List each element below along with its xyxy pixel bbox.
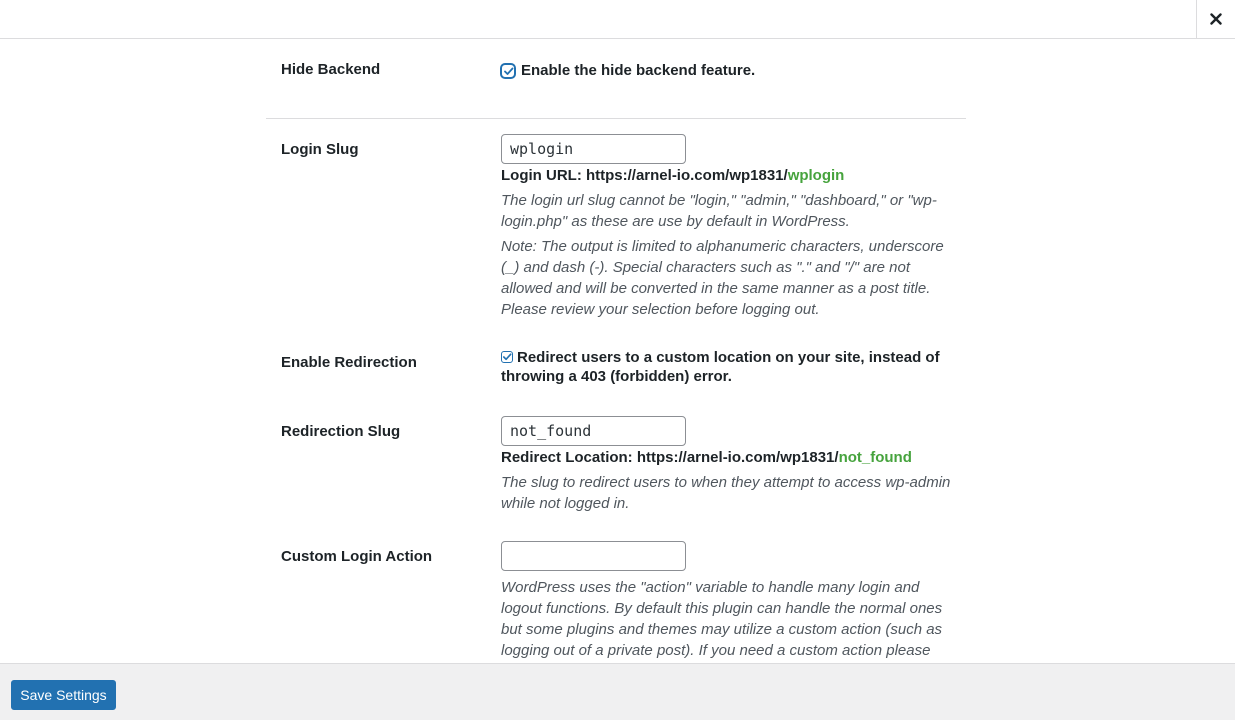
redirect-location xyxy=(501,448,961,468)
hide-backend-label: Hide Backend xyxy=(281,61,381,78)
login-url-slug: wplogin xyxy=(787,167,845,184)
login-slug-note: Note: The output is limited to alphanumeric characters, underscore (_) and dash (-). Special characters such as "." and "/" are not allowed and will be converted in the same manner as a post title. Please review your selection before logging out. xyxy=(501,238,944,318)
redirect-location-prefix: Redirect Location: https://arnel-io.com/wp1831/ xyxy=(501,449,839,466)
custom-login-action-input[interactable] xyxy=(501,541,686,571)
redirection-slug-input[interactable]: not_found xyxy=(501,416,686,446)
login-url xyxy=(501,166,961,186)
login-slug-field xyxy=(501,134,961,320)
hide-backend-field xyxy=(501,61,961,80)
custom-login-action-description: WordPress uses the "action" variable to handle many login and logout functions. By default this plugin can handle the normal ones but some plugins and themes may utilize a custom action (such as logging out of a private post). If you need a custom action please xyxy=(501,579,943,659)
enable-redirection-checkbox-label[interactable]: Redirect users to a custom location on your site, instead of throwing a 403 (forbidden) error. xyxy=(501,349,940,385)
enable-redirection-field xyxy=(501,348,961,386)
hide-backend-checkbox-label[interactable]: Enable the hide backend feature. xyxy=(521,62,756,79)
checkmark-icon xyxy=(503,66,514,77)
redirection-slug-description: The slug to redirect users to when they attempt to access wp-admin while not logged in. xyxy=(501,474,951,512)
modal-header xyxy=(0,0,1235,39)
section-divider xyxy=(266,118,966,119)
custom-login-action-field xyxy=(501,541,961,682)
close-button[interactable] xyxy=(1196,0,1235,38)
footer-bar xyxy=(0,663,1235,720)
login-slug-description: The login url slug cannot be "login," "admin," "dashboard," or "wp-login.php" as these are use by default in WordPress. xyxy=(501,192,937,230)
login-url-prefix: Login URL: https://arnel-io.com/wp1831/ xyxy=(501,167,788,184)
redirect-location-slug: not_found xyxy=(838,449,912,466)
login-slug-label: Login Slug xyxy=(281,141,359,158)
redirection-slug-field xyxy=(501,416,961,514)
custom-login-action-label: Custom Login Action xyxy=(281,548,433,565)
hide-backend-checkbox[interactable] xyxy=(501,64,515,78)
close-icon xyxy=(1210,13,1222,25)
save-settings-button[interactable]: Save Settings xyxy=(11,680,116,710)
login-slug-input[interactable]: wplogin xyxy=(501,134,686,164)
enable-redirection-checkbox[interactable] xyxy=(501,351,513,363)
enable-redirection-label: Enable Redirection xyxy=(281,354,417,371)
checkmark-icon xyxy=(502,352,512,362)
redirection-slug-label: Redirection Slug xyxy=(281,423,401,440)
